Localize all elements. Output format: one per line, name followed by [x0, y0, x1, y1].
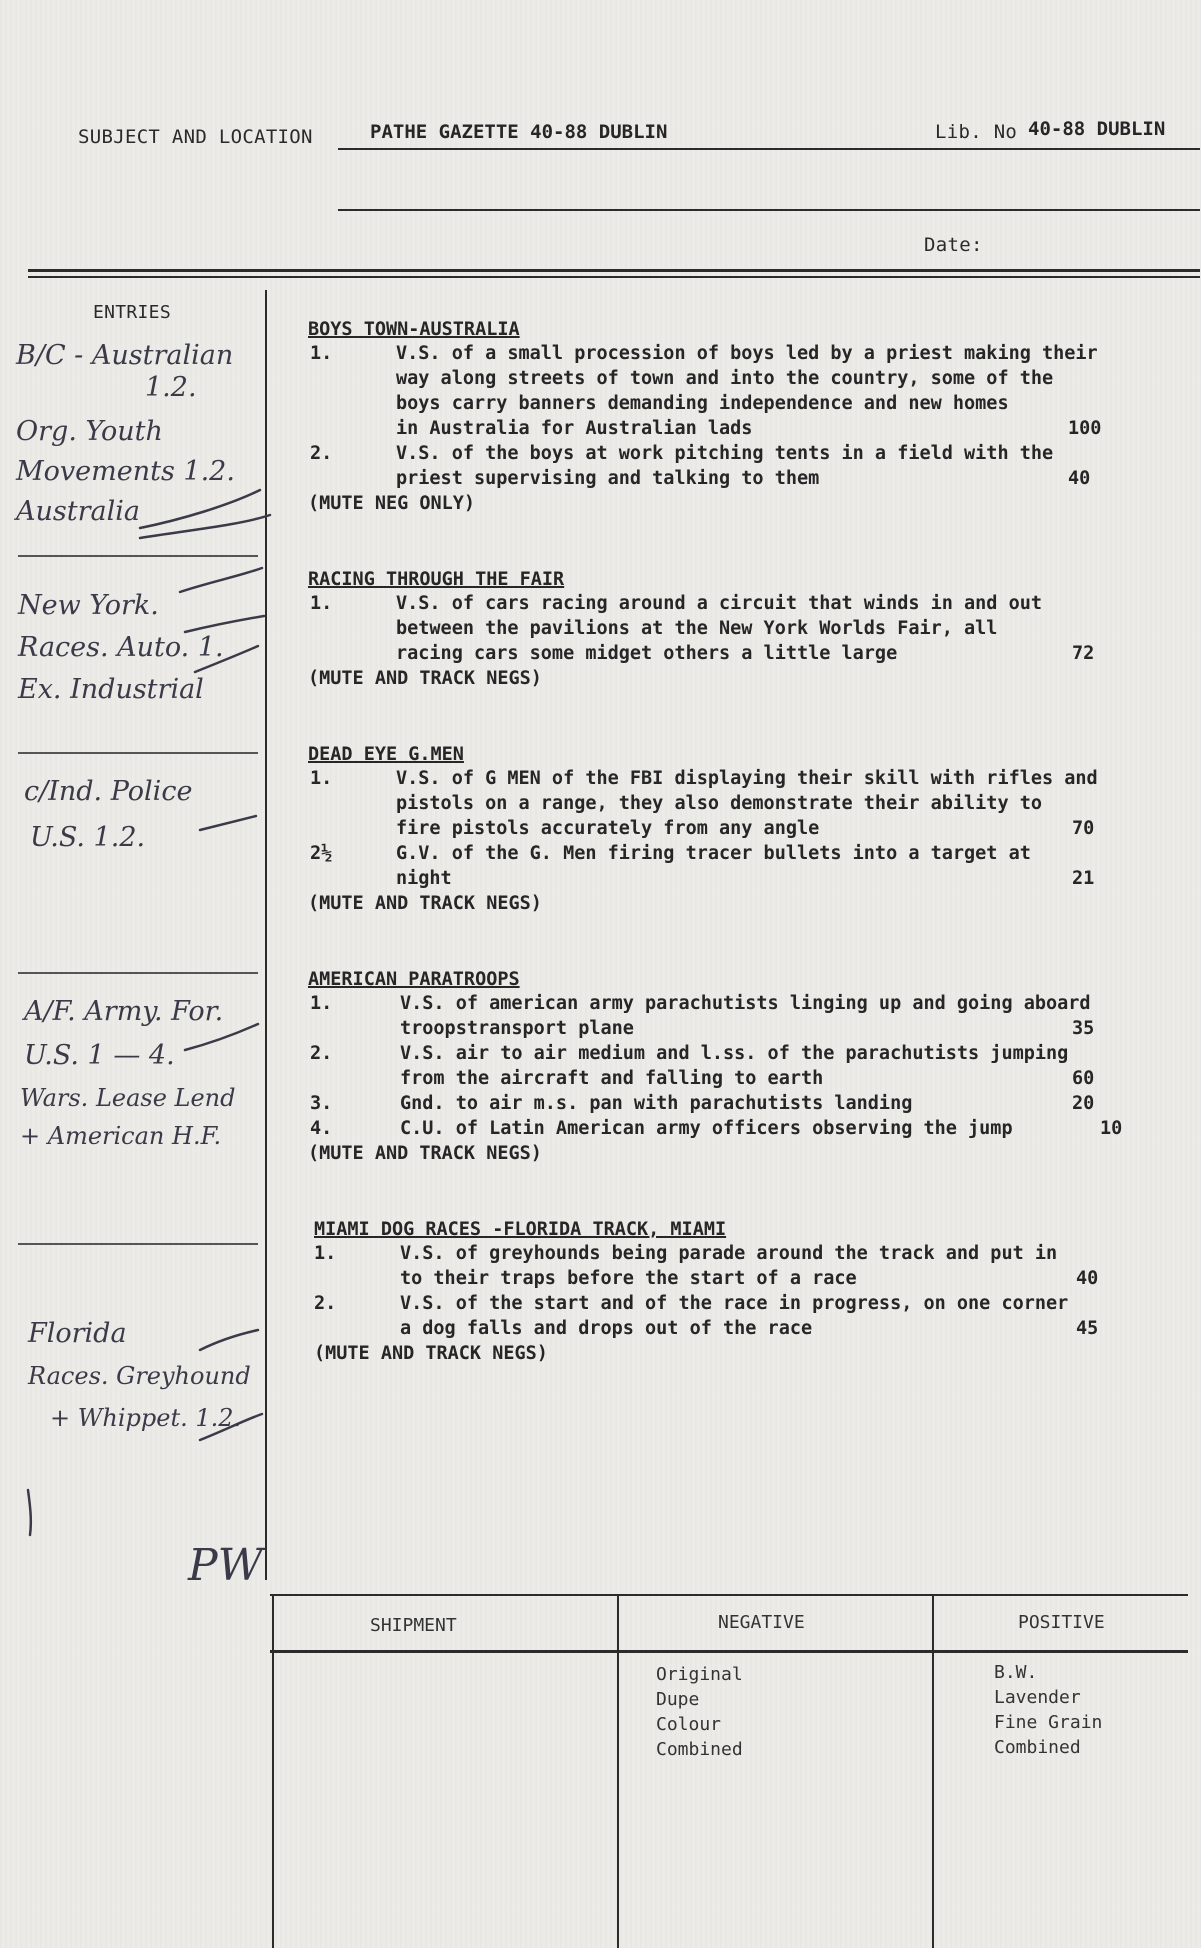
footage: 40 [1076, 1268, 1099, 1289]
item-text: V.S. of american army parachutists linging up and going aboard [400, 993, 1091, 1014]
subject-label: SUBJECT AND LOCATION [78, 126, 313, 148]
margin-note: Ex. Industrial [18, 674, 204, 705]
margin-note: Races. Greyhound [28, 1362, 251, 1390]
margin-note: + American H.F. [20, 1122, 222, 1150]
margin-note: Wars. Lease Lend [20, 1084, 236, 1112]
item-text: V.S. of cars racing around a circuit that winds in and out [396, 593, 1043, 614]
positive-item: B.W. [994, 1662, 1038, 1683]
section-note: (MUTE AND TRACK NEGS) [308, 893, 542, 914]
item-text: troopstransport plane [400, 1018, 634, 1039]
footage: 10 [1100, 1118, 1123, 1139]
margin-note: New York. [18, 590, 159, 621]
section-title: BOYS TOWN-AUSTRALIA [308, 319, 520, 340]
footer-column-divider [617, 1596, 619, 1948]
footage: 100 [1068, 418, 1102, 439]
item-text: G.V. of the G. Men firing tracer bullets into a target at [396, 843, 1031, 864]
footage: 40 [1068, 468, 1091, 489]
margin-note: c/Ind. Police [24, 776, 193, 807]
footage: 35 [1072, 1018, 1095, 1039]
negative-header: NEGATIVE [718, 1612, 805, 1633]
item-number: 1. [310, 993, 333, 1014]
second-underline [338, 209, 1200, 211]
footer-header-divider [270, 1650, 1188, 1653]
date-label: Date: [924, 234, 983, 256]
footer-column-divider [932, 1596, 934, 1948]
item-number: 1. [310, 593, 333, 614]
footage: 20 [1072, 1093, 1095, 1114]
margin-note: B/C - Australian [16, 340, 234, 371]
item-text: between the pavilions at the New York Worlds Fair, all [396, 618, 998, 639]
footage: 60 [1072, 1068, 1095, 1089]
footage: 70 [1072, 818, 1095, 839]
item-text: in Australia for Australian lads [396, 418, 753, 439]
margin-note: Australia [16, 496, 140, 527]
item-text: pistols on a range, they also demonstrate their ability to [396, 793, 1043, 814]
item-text: to their traps before the start of a race [400, 1268, 857, 1289]
lib-label: Lib. No [935, 121, 1018, 143]
item-number: 4. [310, 1118, 333, 1139]
item-number: 1. [310, 343, 333, 364]
item-number: 2. [310, 443, 333, 464]
section-note: (MUTE AND TRACK NEGS) [314, 1343, 548, 1364]
item-text: V.S. of the boys at work pitching tents in a field with the [396, 443, 1054, 464]
item-text: V.S. of G MEN of the FBI displaying their skill with rifles and [396, 768, 1098, 789]
positive-item: Fine Grain [994, 1712, 1103, 1733]
item-text: fire pistols accurately from any angle [396, 818, 820, 839]
footer-top-border [270, 1594, 1188, 1596]
item-number: 3. [310, 1093, 333, 1114]
item-text: way along streets of town and into the country, some of the [396, 368, 1054, 389]
item-text: Gnd. to air m.s. pan with parachutists landing [400, 1093, 913, 1114]
lib-value: 40-88 DUBLIN [1028, 118, 1166, 140]
section-title: DEAD EYE G.MEN [308, 744, 464, 765]
initials-signature: PW [188, 1540, 263, 1591]
section-note: (MUTE NEG ONLY) [308, 493, 476, 514]
item-text: V.S. of greyhounds being parade around the track and put in [400, 1243, 1058, 1264]
item-number: 2. [310, 1043, 333, 1064]
section-title: MIAMI DOG RACES -FLORIDA TRACK, MIAMI [314, 1219, 727, 1240]
entries-label: ENTRIES [93, 302, 171, 323]
margin-note: U.S. 1.2. [30, 822, 146, 853]
footage: 21 [1072, 868, 1095, 889]
footage: 45 [1076, 1318, 1099, 1339]
item-text: V.S. of the start and of the race in progress, on one corner [400, 1293, 1069, 1314]
footer-left-border [272, 1596, 274, 1948]
negative-item: Original [656, 1664, 743, 1685]
item-text: V.S. of a small procession of boys led by a priest making their [396, 343, 1098, 364]
item-number: 1. [310, 768, 333, 789]
positive-item: Lavender [994, 1687, 1081, 1708]
item-text: V.S. air to air medium and l.ss. of the parachutists jumping [400, 1043, 1069, 1064]
item-number: 2. [314, 1293, 337, 1314]
item-text: from the aircraft and falling to earth [400, 1068, 824, 1089]
margin-note: 1.2. [145, 372, 197, 403]
header-divider-top [28, 269, 1200, 272]
subject-underline [338, 148, 1200, 150]
item-text: priest supervising and talking to them [396, 468, 820, 489]
item-number: 2½ [310, 843, 333, 864]
item-text: boys carry banners demanding independence and new homes [396, 393, 1009, 414]
margin-note: A/F. Army. For. [24, 996, 224, 1027]
negative-item: Combined [656, 1739, 743, 1760]
item-text: C.U. of Latin American army officers observing the jump [400, 1118, 1013, 1139]
negative-item: Dupe [656, 1689, 700, 1710]
footage: 72 [1072, 643, 1095, 664]
positive-header: POSITIVE [1018, 1612, 1105, 1633]
item-text: racing cars some midget others a little large [396, 643, 898, 664]
positive-item: Combined [994, 1737, 1081, 1758]
margin-note: U.S. 1 — 4. [24, 1040, 175, 1071]
margin-note: Florida [28, 1318, 127, 1349]
header-divider-bottom [28, 276, 1200, 278]
item-text: night [396, 868, 452, 889]
margin-note: Races. Auto. 1. [18, 632, 224, 663]
margin-note: Movements 1.2. [16, 456, 235, 487]
margin-note: + Whippet. 1.2. [50, 1404, 242, 1432]
shipment-header: SHIPMENT [370, 1615, 457, 1636]
margin-note: Org. Youth [16, 416, 163, 447]
section-note: (MUTE AND TRACK NEGS) [308, 668, 542, 689]
pen-ticks-overlay [0, 330, 300, 1780]
section-title: RACING THROUGH THE FAIR [308, 569, 565, 590]
negative-item: Colour [656, 1714, 722, 1735]
subject-value: PATHE GAZETTE 40-88 DUBLIN [370, 121, 668, 143]
section-note: (MUTE AND TRACK NEGS) [308, 1143, 542, 1164]
item-number: 1. [314, 1243, 337, 1264]
section-title: AMERICAN PARATROOPS [308, 969, 520, 990]
item-text: a dog falls and drops out of the race [400, 1318, 813, 1339]
